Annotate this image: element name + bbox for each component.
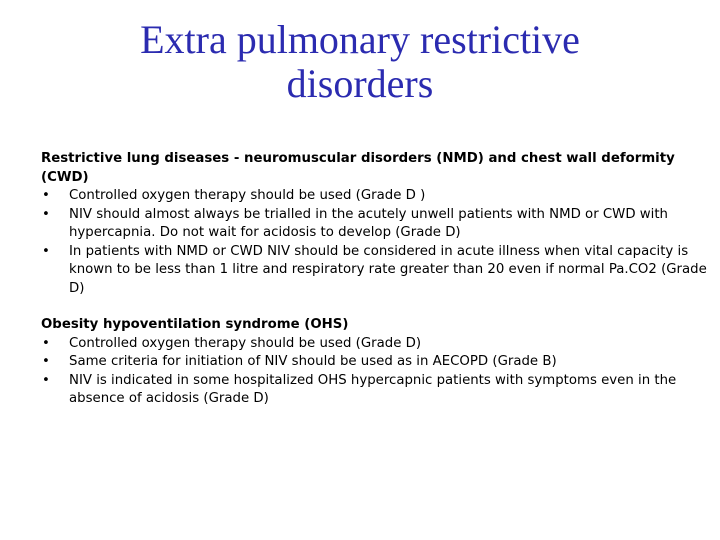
slide-title-line-1: Extra pulmonary restrictive: [140, 17, 580, 62]
bullet-glyph: •: [42, 354, 50, 369]
bullet-list: [41, 335, 713, 409]
bullet-item: [41, 187, 713, 206]
bullet-glyph: •: [42, 335, 50, 351]
bullet-item: [41, 335, 713, 354]
bullet-glyph: •: [42, 243, 50, 259]
slide-title-line-2: disorders: [286, 61, 434, 106]
bullet-glyph: •: [42, 372, 50, 388]
bullet-glyph: •: [42, 206, 50, 222]
bullet-item: [41, 243, 713, 299]
section-heading: Restrictive lung diseases - neuromuscular disorders (NMD) and chest wall deformity (CWD): [41, 151, 675, 185]
bullet-text: Controlled oxygen therapy should be used (Grade D): [69, 335, 422, 351]
section-ohs: [41, 316, 713, 409]
bullet-text: NIV is indicated in some hospitalized OHS hypercapnic patients with symptoms even in the absence of acidosis (Grade D): [69, 372, 677, 406]
slide-title: [60, 18, 660, 106]
bullet-item: [41, 353, 713, 372]
bullet-text: Controlled oxygen therapy should be used (Grade D ): [69, 188, 426, 203]
bullet-text: NIV should almost always be trialled in the acutely unwell patients with NMD or CWD with hypercapnia. Do not wait for acidosis to develop (Grade D): [69, 206, 668, 240]
bullet-item: [41, 206, 713, 243]
bullet-text: In patients with NMD or CWD NIV should be considered in acute illness when vital capacity is known to be less than 1 litre and respiratory rate greater than 20 even if normal Pa.CO2 (Grade D): [69, 243, 707, 296]
section-nmd-cwd: [41, 150, 713, 298]
section-heading: Obesity hypoventilation syndrome (OHS): [41, 317, 349, 332]
bullet-list: [41, 187, 713, 298]
bullet-glyph: •: [42, 188, 50, 203]
slide-body: [41, 150, 713, 409]
bullet-text: Same criteria for initiation of NIV should be used as in AECOPD (Grade B): [69, 354, 557, 369]
bullet-item: [41, 372, 713, 409]
